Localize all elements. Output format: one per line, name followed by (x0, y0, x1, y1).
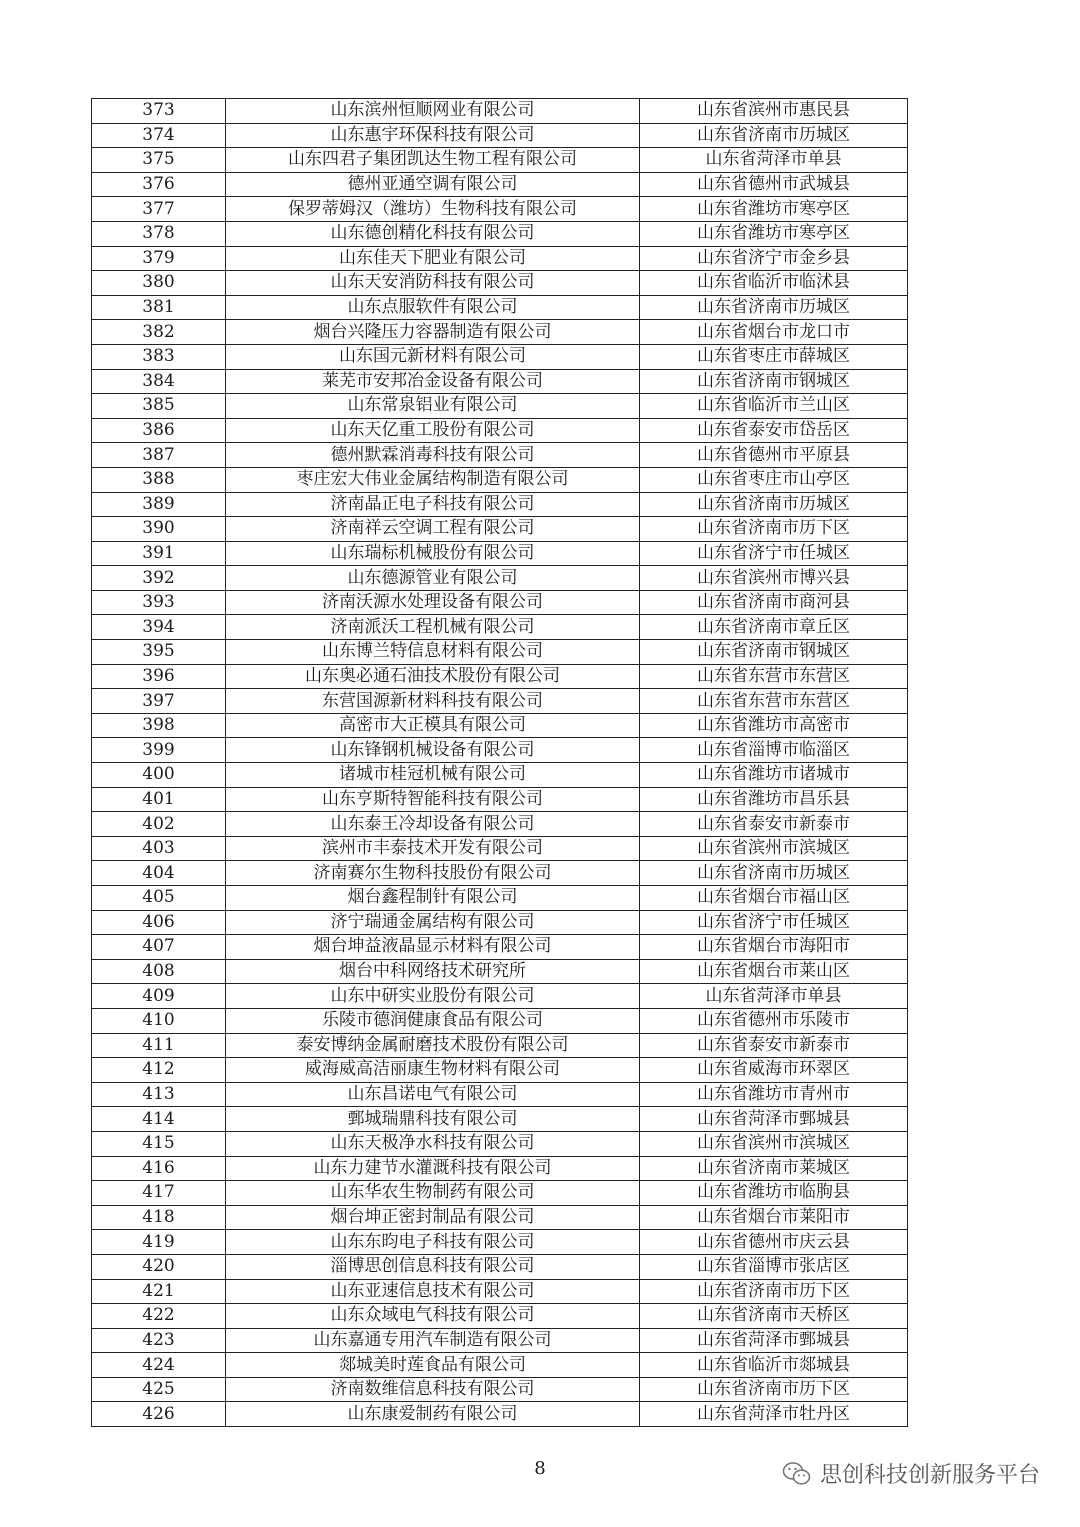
company-location: 山东省滨州市惠民县 (640, 99, 908, 124)
table-row (92, 1181, 908, 1206)
company-name: 山东众域电气科技有限公司 (226, 1304, 640, 1329)
row-number: 404 (92, 861, 226, 886)
table-row (92, 615, 908, 640)
company-location: 山东省济宁市金乡县 (640, 246, 908, 271)
company-location: 山东省烟台市海阳市 (640, 935, 908, 960)
row-number: 422 (92, 1304, 226, 1329)
company-location: 山东省济南市历下区 (640, 1279, 908, 1304)
company-name: 诸城市桂冠机械有限公司 (226, 763, 640, 788)
company-name: 山东滨州恒顺网业有限公司 (226, 99, 640, 124)
row-number: 425 (92, 1377, 226, 1402)
row-number: 378 (92, 221, 226, 246)
row-number: 416 (92, 1156, 226, 1181)
company-name: 山东嘉通专用汽车制造有限公司 (226, 1328, 640, 1353)
table-row (92, 1279, 908, 1304)
table-row (92, 910, 908, 935)
company-location: 山东省东营市东营区 (640, 689, 908, 714)
row-number: 396 (92, 664, 226, 689)
company-location: 山东省德州市庆云县 (640, 1230, 908, 1255)
table-row (92, 959, 908, 984)
company-location: 山东省泰安市岱岳区 (640, 418, 908, 443)
company-location: 山东省淄博市张店区 (640, 1254, 908, 1279)
company-location: 山东省济南市莱城区 (640, 1156, 908, 1181)
company-location: 山东省济南市历城区 (640, 295, 908, 320)
company-name: 莱芜市安邦冶金设备有限公司 (226, 369, 640, 394)
company-location: 山东省济南市钢城区 (640, 369, 908, 394)
table-row (92, 467, 908, 492)
company-name: 乐陵市德润健康食品有限公司 (226, 1008, 640, 1033)
row-number: 401 (92, 787, 226, 812)
company-name: 山东奥必通石油技术股份有限公司 (226, 664, 640, 689)
company-name: 德州默霖消毒科技有限公司 (226, 443, 640, 468)
row-number: 390 (92, 517, 226, 542)
company-name: 山东惠宇环保科技有限公司 (226, 123, 640, 148)
row-number: 415 (92, 1131, 226, 1156)
company-location: 山东省济宁市任城区 (640, 541, 908, 566)
row-number: 409 (92, 984, 226, 1009)
row-number: 377 (92, 197, 226, 222)
row-number: 408 (92, 959, 226, 984)
company-location: 山东省济南市历城区 (640, 861, 908, 886)
company-name: 山东四君子集团凯达生物工程有限公司 (226, 148, 640, 173)
table-row (92, 172, 908, 197)
company-name: 济南赛尔生物科技股份有限公司 (226, 861, 640, 886)
company-name: 山东昌诺电气有限公司 (226, 1082, 640, 1107)
row-number: 388 (92, 467, 226, 492)
table-row (92, 1205, 908, 1230)
row-number: 402 (92, 812, 226, 837)
company-location: 山东省济宁市任城区 (640, 910, 908, 935)
watermark (782, 1458, 1040, 1489)
company-name: 济南沃源水处理设备有限公司 (226, 590, 640, 615)
company-location: 山东省滨州市博兴县 (640, 566, 908, 591)
table-row (92, 1377, 908, 1402)
company-location: 山东省潍坊市寒亭区 (640, 221, 908, 246)
table-row (92, 935, 908, 960)
table-row (92, 1304, 908, 1329)
company-location: 山东省泰安市新泰市 (640, 812, 908, 837)
company-name: 烟台兴隆压力容器制造有限公司 (226, 320, 640, 345)
table-row (92, 763, 908, 788)
company-name: 烟台中科网络技术研究所 (226, 959, 640, 984)
table-row (92, 1230, 908, 1255)
row-number: 379 (92, 246, 226, 271)
company-location: 山东省潍坊市诸城市 (640, 763, 908, 788)
table-row (92, 787, 908, 812)
company-location: 山东省济南市钢城区 (640, 640, 908, 665)
table-row (92, 517, 908, 542)
company-name: 淄博思创信息科技有限公司 (226, 1254, 640, 1279)
company-name: 山东亨斯特智能科技有限公司 (226, 787, 640, 812)
company-list-table (91, 98, 908, 1427)
company-name: 济南数维信息科技有限公司 (226, 1377, 640, 1402)
table-row (92, 1107, 908, 1132)
company-location: 山东省济南市天桥区 (640, 1304, 908, 1329)
company-name: 枣庄宏大伟业金属结构制造有限公司 (226, 467, 640, 492)
company-name: 山东德创精化科技有限公司 (226, 221, 640, 246)
page-number: 8 (534, 1458, 546, 1479)
company-name: 泰安博纳金属耐磨技术股份有限公司 (226, 1033, 640, 1058)
table-row (92, 443, 908, 468)
company-name: 保罗蒂姆汉（潍坊）生物科技有限公司 (226, 197, 640, 222)
table-row (92, 123, 908, 148)
table-row (92, 1008, 908, 1033)
company-name: 济南派沃工程机械有限公司 (226, 615, 640, 640)
company-location: 山东省菏泽市鄄城县 (640, 1328, 908, 1353)
table-row (92, 984, 908, 1009)
company-location: 山东省潍坊市高密市 (640, 713, 908, 738)
company-location: 山东省烟台市莱阳市 (640, 1205, 908, 1230)
row-number: 397 (92, 689, 226, 714)
row-number: 413 (92, 1082, 226, 1107)
company-location: 山东省德州市乐陵市 (640, 1008, 908, 1033)
company-location: 山东省临沂市临沭县 (640, 271, 908, 296)
company-name: 山东泰王冷却设备有限公司 (226, 812, 640, 837)
table-row (92, 689, 908, 714)
company-location: 山东省菏泽市鄄城县 (640, 1107, 908, 1132)
table-row (92, 713, 908, 738)
table-row (92, 197, 908, 222)
company-location: 山东省烟台市龙口市 (640, 320, 908, 345)
table-row (92, 148, 908, 173)
row-number: 411 (92, 1033, 226, 1058)
company-location: 山东省潍坊市青州市 (640, 1082, 908, 1107)
row-number: 407 (92, 935, 226, 960)
company-location: 山东省潍坊市昌乐县 (640, 787, 908, 812)
table-row (92, 664, 908, 689)
row-number: 382 (92, 320, 226, 345)
company-name: 济南晶正电子科技有限公司 (226, 492, 640, 517)
company-name: 山东康爱制药有限公司 (226, 1402, 640, 1427)
table-row (92, 566, 908, 591)
row-number: 420 (92, 1254, 226, 1279)
table-row (92, 394, 908, 419)
company-location: 山东省菏泽市牡丹区 (640, 1402, 908, 1427)
table-row (92, 590, 908, 615)
row-number: 380 (92, 271, 226, 296)
table-row (92, 1254, 908, 1279)
company-name: 德州亚通空调有限公司 (226, 172, 640, 197)
row-number: 385 (92, 394, 226, 419)
company-location: 山东省滨州市滨城区 (640, 836, 908, 861)
row-number: 381 (92, 295, 226, 320)
row-number: 417 (92, 1181, 226, 1206)
company-location: 山东省济南市历下区 (640, 517, 908, 542)
company-location: 山东省济南市商河县 (640, 590, 908, 615)
table-row (92, 886, 908, 911)
company-name: 济南祥云空调工程有限公司 (226, 517, 640, 542)
row-number: 391 (92, 541, 226, 566)
company-location: 山东省烟台市福山区 (640, 886, 908, 911)
company-location: 山东省威海市环翠区 (640, 1058, 908, 1083)
company-location: 山东省潍坊市临朐县 (640, 1181, 908, 1206)
row-number: 398 (92, 713, 226, 738)
company-location: 山东省枣庄市薛城区 (640, 344, 908, 369)
row-number: 389 (92, 492, 226, 517)
table-row (92, 418, 908, 443)
table-row (92, 295, 908, 320)
company-name: 烟台坤正密封制品有限公司 (226, 1205, 640, 1230)
company-location: 山东省临沂市郯城县 (640, 1353, 908, 1378)
row-number: 395 (92, 640, 226, 665)
table-body (92, 99, 908, 1427)
company-location: 山东省烟台市莱山区 (640, 959, 908, 984)
row-number: 421 (92, 1279, 226, 1304)
row-number: 375 (92, 148, 226, 173)
table-row (92, 812, 908, 837)
table-row (92, 1033, 908, 1058)
company-name: 郯城美时莲食品有限公司 (226, 1353, 640, 1378)
company-name: 山东天极净水科技有限公司 (226, 1131, 640, 1156)
company-name: 山东德源管业有限公司 (226, 566, 640, 591)
company-location: 山东省潍坊市寒亭区 (640, 197, 908, 222)
company-name: 山东瑞标机械股份有限公司 (226, 541, 640, 566)
company-name: 山东锋钢机械设备有限公司 (226, 738, 640, 763)
table-row (92, 1058, 908, 1083)
company-name: 东营国源新材料科技有限公司 (226, 689, 640, 714)
company-name: 山东亚速信息技术有限公司 (226, 1279, 640, 1304)
table-row (92, 1156, 908, 1181)
company-name: 山东力建节水灌溉科技有限公司 (226, 1156, 640, 1181)
company-name: 滨州市丰泰技术开发有限公司 (226, 836, 640, 861)
company-location: 山东省济南市章丘区 (640, 615, 908, 640)
row-number: 418 (92, 1205, 226, 1230)
company-name: 山东常泉铝业有限公司 (226, 394, 640, 419)
table-row (92, 344, 908, 369)
table-row (92, 246, 908, 271)
company-name: 山东点服软件有限公司 (226, 295, 640, 320)
row-number: 384 (92, 369, 226, 394)
row-number: 383 (92, 344, 226, 369)
company-name: 山东国元新材料有限公司 (226, 344, 640, 369)
table-row (92, 541, 908, 566)
row-number: 426 (92, 1402, 226, 1427)
table-row (92, 221, 908, 246)
company-name: 山东佳天下肥业有限公司 (226, 246, 640, 271)
company-location: 山东省德州市平原县 (640, 443, 908, 468)
row-number: 403 (92, 836, 226, 861)
company-name: 山东天安消防科技有限公司 (226, 271, 640, 296)
company-location: 山东省德州市武城县 (640, 172, 908, 197)
company-name: 威海威高洁丽康生物材料有限公司 (226, 1058, 640, 1083)
table-row (92, 492, 908, 517)
row-number: 393 (92, 590, 226, 615)
table-row (92, 861, 908, 886)
row-number: 423 (92, 1328, 226, 1353)
row-number: 373 (92, 99, 226, 124)
row-number: 376 (92, 172, 226, 197)
company-name: 烟台鑫程制针有限公司 (226, 886, 640, 911)
table-row (92, 640, 908, 665)
row-number: 419 (92, 1230, 226, 1255)
table-row (92, 1131, 908, 1156)
table-row (92, 836, 908, 861)
row-number: 392 (92, 566, 226, 591)
company-location: 山东省菏泽市单县 (640, 984, 908, 1009)
table-row (92, 1402, 908, 1427)
row-number: 406 (92, 910, 226, 935)
company-location: 山东省淄博市临淄区 (640, 738, 908, 763)
company-name: 鄄城瑞鼎科技有限公司 (226, 1107, 640, 1132)
company-location: 山东省菏泽市单县 (640, 148, 908, 173)
table-row (92, 738, 908, 763)
table-row (92, 369, 908, 394)
company-name: 济宁瑞通金属结构有限公司 (226, 910, 640, 935)
company-location: 山东省枣庄市山亭区 (640, 467, 908, 492)
table-row (92, 1353, 908, 1378)
company-location: 山东省济南市历城区 (640, 492, 908, 517)
table-row (92, 99, 908, 124)
company-location: 山东省泰安市新泰市 (640, 1033, 908, 1058)
company-name: 山东中研实业股份有限公司 (226, 984, 640, 1009)
company-location: 山东省东营市东营区 (640, 664, 908, 689)
company-location: 山东省临沂市兰山区 (640, 394, 908, 419)
company-name: 山东华农生物制药有限公司 (226, 1181, 640, 1206)
row-number: 424 (92, 1353, 226, 1378)
company-location: 山东省济南市历下区 (640, 1377, 908, 1402)
row-number: 414 (92, 1107, 226, 1132)
row-number: 412 (92, 1058, 226, 1083)
row-number: 410 (92, 1008, 226, 1033)
table-row (92, 320, 908, 345)
row-number: 374 (92, 123, 226, 148)
table-row (92, 271, 908, 296)
company-name: 烟台坤益液晶显示材料有限公司 (226, 935, 640, 960)
wechat-icon (782, 1461, 812, 1487)
company-location: 山东省济南市历城区 (640, 123, 908, 148)
company-location: 山东省滨州市滨城区 (640, 1131, 908, 1156)
table-row (92, 1082, 908, 1107)
row-number: 386 (92, 418, 226, 443)
row-number: 400 (92, 763, 226, 788)
row-number: 387 (92, 443, 226, 468)
row-number: 405 (92, 886, 226, 911)
company-name: 山东博兰特信息材料有限公司 (226, 640, 640, 665)
watermark-text: 思创科技创新服务平台 (819, 1463, 1040, 1488)
company-name: 山东东昀电子科技有限公司 (226, 1230, 640, 1255)
row-number: 399 (92, 738, 226, 763)
row-number: 394 (92, 615, 226, 640)
company-name: 山东天亿重工股份有限公司 (226, 418, 640, 443)
table-row (92, 1328, 908, 1353)
company-name: 高密市大正模具有限公司 (226, 713, 640, 738)
